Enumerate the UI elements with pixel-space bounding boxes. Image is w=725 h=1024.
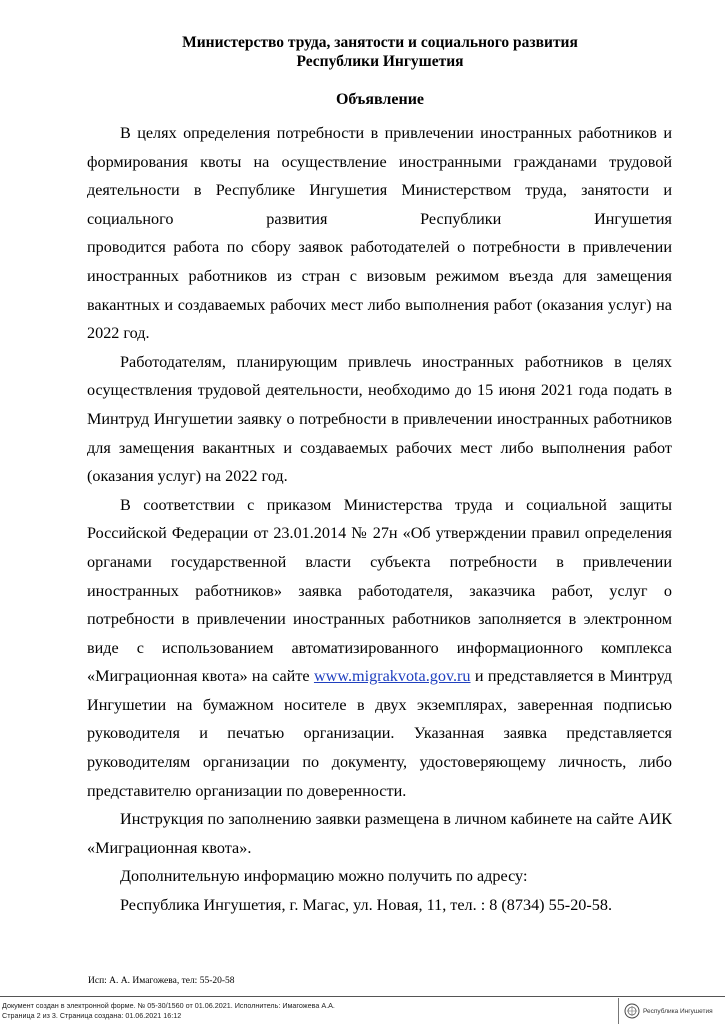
footer-line-1: Документ создан в электронной форме. № 05-30/1560 от 01.06.2021. Исполнитель: Имагожева А.А. bbox=[2, 1001, 335, 1010]
paragraph-6: Республика Ингушетия, г. Магас, ул. Новая, 11, тел. : 8 (8734) 55-20-58. bbox=[120, 896, 613, 915]
ministry-name-line2: Республики Ингушетия bbox=[296, 53, 464, 70]
footer-logo-text: Республика Ингушетия bbox=[643, 1007, 713, 1015]
migrakvota-link[interactable]: www.migrakvota.gov.ru bbox=[313, 667, 471, 686]
paragraph-5: Дополнительную информацию можно получить по адресу: bbox=[120, 867, 528, 886]
ministry-name bbox=[80, 33, 680, 71]
paragraph-3-text-a: В соответствии с приказом Министерства труда и социальной защиты Российской Федерации от 23.01.2014 № 27н «Об утверждении правил определения органами государственной власти субъекта потребности в привлечении иностранных работников» заявка работодателя, заказчика работ, услуг о потребности в привлечении иностранных работников заполняется в электронном виде с использованием автоматизированного информационного комплекса «Миграционная квота» на сайте bbox=[87, 495, 672, 686]
paragraph-1-part-2: проводится работа по сбору заявок работодателей о потребности в привлечении иностранных работников из стран с визовым режимом въезда для замещения вакантных и создаваемых рабочих мест либо выполнения работ (оказания услуг) на 2022 год. bbox=[87, 238, 672, 343]
paragraph-2: Работодателям, планирующим привлечь иностранных работников в целях осуществления трудовой деятельности, необходимо до 15 июня 2021 года подать в Минтруд Ингушетии заявку о потребности в привлечении иностранных работников для замещения вакантных и создаваемых рабочих мест либо выполнения работ (оказания услуг) на 2022 год. bbox=[87, 352, 672, 486]
paragraph-4: Инструкция по заполнению заявки размещена в личном кабинете на сайте АИК «Миграционная квота». bbox=[87, 810, 673, 857]
footer-info bbox=[2, 1001, 335, 1020]
document-body bbox=[87, 119, 672, 920]
footer-divider bbox=[0, 996, 725, 997]
document-title: Объявление bbox=[335, 91, 425, 108]
footer-separator bbox=[618, 998, 619, 1024]
paragraph-3-text-b: и представляется в Минтруд Ингушетии на бумажном носителе в двух экземплярах, заверенная подписью руководителя и печатью организации. Указанная заявка представляется руководителям организации по документу, удостоверяющему личность, либо представителю организации по доверенности. bbox=[87, 667, 672, 800]
footer-logo bbox=[624, 1003, 713, 1019]
footer-line-2: Страница 2 из 3. Страница создана: 01.06.2021 16:12 bbox=[2, 1010, 182, 1020]
emblem-icon bbox=[624, 1003, 640, 1019]
ministry-name-line1: Министерство труда, занятости и социального развития bbox=[182, 34, 578, 51]
executor-note: Исп: А. А. Имагожева, тел: 55-20-58 bbox=[88, 976, 235, 986]
paragraph-1-spread-line: социального развития Республики Ингушетия bbox=[87, 209, 672, 228]
paragraph-1-part-1: В целях определения потребности в привлечении иностранных работников и формирования квоты на осуществление иностранными гражданами трудовой деятельности в Республике Ингушетия Министерством труда, занятости и bbox=[87, 124, 672, 200]
paragraph-3 bbox=[87, 491, 672, 806]
